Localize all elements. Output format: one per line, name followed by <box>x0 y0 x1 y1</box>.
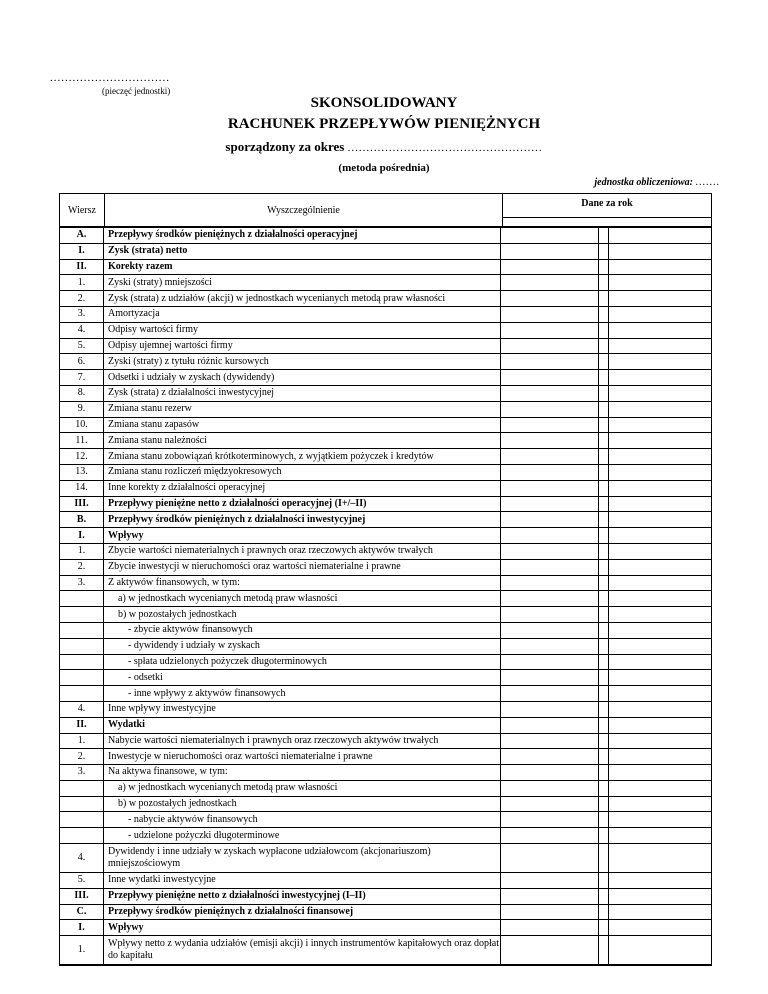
value-cell-2[interactable] <box>609 812 711 827</box>
value-cell[interactable] <box>501 433 599 448</box>
row-number: 5. <box>60 873 104 888</box>
cash-flow-table <box>59 193 712 966</box>
table-row <box>60 449 711 465</box>
value-cell[interactable] <box>501 607 599 622</box>
value-cell[interactable] <box>501 844 599 872</box>
row-description: Dywidendy i inne udziały w zyskach wypłacone udziałowcom (akcjonariuszom) mniejszościowym <box>104 844 501 872</box>
table-row <box>60 228 711 244</box>
value-cell-2[interactable] <box>609 655 711 670</box>
row-number <box>60 828 104 843</box>
value-cell-gap <box>599 749 609 764</box>
value-cell-2[interactable] <box>609 576 711 591</box>
value-cell-2[interactable] <box>609 765 711 780</box>
row-description: Zysk (strata) netto <box>104 244 501 259</box>
value-cell[interactable] <box>501 228 599 243</box>
table-row <box>60 781 711 797</box>
row-description: Korekty razem <box>104 260 501 275</box>
value-cell-gap <box>599 512 609 527</box>
value-cell[interactable] <box>501 449 599 464</box>
value-cell[interactable] <box>501 544 599 559</box>
value-cell-2[interactable] <box>609 323 711 338</box>
value-cell-gap <box>599 702 609 717</box>
value-cell-2[interactable] <box>609 402 711 417</box>
value-cell[interactable] <box>501 936 599 964</box>
row-description: - odsetki <box>104 670 501 685</box>
value-cell-gap <box>599 591 609 606</box>
row-number: 7. <box>60 370 104 385</box>
value-cell[interactable] <box>501 702 599 717</box>
table-row <box>60 591 711 607</box>
value-cell-2[interactable] <box>609 734 711 749</box>
value-cell[interactable] <box>501 512 599 527</box>
row-description: Zmiana stanu rozliczeń międzyokresowych <box>104 465 501 480</box>
value-cell[interactable] <box>501 655 599 670</box>
value-cell[interactable] <box>501 260 599 275</box>
row-description: - dywidendy i udziały w zyskach <box>104 639 501 654</box>
row-number <box>60 686 104 701</box>
row-number: 8. <box>60 386 104 401</box>
table-row <box>60 686 711 702</box>
value-cell-gap <box>599 718 609 733</box>
row-number <box>60 607 104 622</box>
stamp-label: (pieczęć jednostki) <box>102 86 171 96</box>
row-description: Zmiana stanu rezerw <box>104 402 501 417</box>
title-line-2: RACHUNEK PRZEPŁYWÓW PIENIĘŻNYCH <box>227 116 541 132</box>
value-cell-gap <box>599 873 609 888</box>
value-cell-gap <box>599 670 609 685</box>
row-description: Wpływy <box>104 920 501 935</box>
row-description: Inne wpływy inwestycyjne <box>104 702 501 717</box>
row-number: B. <box>60 512 104 527</box>
table-row <box>60 339 711 355</box>
value-cell-2[interactable] <box>609 386 711 401</box>
table-row <box>60 323 711 339</box>
table-row <box>60 718 711 734</box>
table-row <box>60 354 711 370</box>
table-row <box>60 936 711 965</box>
value-cell[interactable] <box>501 873 599 888</box>
row-number: C. <box>60 905 104 920</box>
table-row <box>60 307 711 323</box>
row-number: 1. <box>60 734 104 749</box>
table-row <box>60 828 711 844</box>
value-cell-gap <box>599 781 609 796</box>
title-line-1: SKONSOLIDOWANY <box>310 95 458 111</box>
row-number: 1. <box>60 275 104 290</box>
value-cell-2[interactable] <box>609 418 711 433</box>
period-label: sporządzony za okres <box>225 139 345 154</box>
table-row <box>60 260 711 276</box>
value-cell-gap <box>599 260 609 275</box>
value-cell-2[interactable] <box>609 528 711 543</box>
value-cell[interactable] <box>501 718 599 733</box>
value-cell-gap <box>599 339 609 354</box>
value-cell[interactable] <box>501 307 599 322</box>
row-number: 4. <box>60 844 104 872</box>
table-row <box>60 418 711 434</box>
table-row <box>60 873 711 889</box>
value-cell-2[interactable] <box>609 481 711 496</box>
row-description: Zyski (straty) z tytułu różnic kursowych <box>104 354 501 369</box>
row-description: Zbycie inwestycji w nieruchomości oraz wartości niematerialne i prawne <box>104 560 501 575</box>
value-cell-2[interactable] <box>609 354 711 369</box>
value-cell-2[interactable] <box>609 686 711 701</box>
row-description: Na aktywa finansowe, w tym: <box>104 765 501 780</box>
row-description: b) w pozostałych jednostkach <box>104 607 501 622</box>
table-row <box>60 544 711 560</box>
row-number <box>60 812 104 827</box>
value-cell-gap <box>599 433 609 448</box>
row-number <box>60 655 104 670</box>
table-row <box>60 370 711 386</box>
row-description: Odpisy ujemnej wartości firmy <box>104 339 501 354</box>
row-description: a) w jednostkach wycenianych metodą praw własności <box>104 591 501 606</box>
row-description: Zysk (strata) z udziałów (akcji) w jednostkach wycenianych metodą praw własności <box>104 291 501 306</box>
value-cell-2[interactable] <box>609 339 711 354</box>
value-cell[interactable] <box>501 686 599 701</box>
value-cell-gap <box>599 449 609 464</box>
row-number: 14. <box>60 481 104 496</box>
table-row <box>60 481 711 497</box>
value-cell[interactable] <box>501 920 599 935</box>
value-cell-gap <box>599 905 609 920</box>
value-cell-gap <box>599 323 609 338</box>
row-number <box>60 670 104 685</box>
value-cell[interactable] <box>501 354 599 369</box>
table-row <box>60 889 711 905</box>
value-cell-gap <box>599 481 609 496</box>
row-number: II. <box>60 718 104 733</box>
value-cell[interactable] <box>501 560 599 575</box>
value-cell-gap <box>599 812 609 827</box>
value-cell-gap <box>599 291 609 306</box>
unit-label: jednostka obliczeniowa: <box>594 177 693 188</box>
table-row <box>60 244 711 260</box>
value-cell-2[interactable] <box>609 465 711 480</box>
row-description: a) w jednostkach wycenianych metodą praw własności <box>104 781 501 796</box>
row-number: I. <box>60 528 104 543</box>
method-label: (metoda pośrednia) <box>338 162 430 174</box>
value-cell-2[interactable] <box>609 560 711 575</box>
row-description: Przepływy środków pieniężnych z działalności operacyjnej <box>104 228 501 243</box>
value-cell-gap <box>599 844 609 872</box>
value-cell[interactable] <box>501 765 599 780</box>
table-row <box>60 275 711 291</box>
value-cell-gap <box>599 418 609 433</box>
row-number: 2. <box>60 291 104 306</box>
table-row <box>60 905 711 921</box>
table-row <box>60 512 711 528</box>
value-cell-gap <box>599 386 609 401</box>
row-description: Przepływy środków pieniężnych z działalności inwestycyjnej <box>104 512 501 527</box>
row-number: 2. <box>60 749 104 764</box>
value-cell[interactable] <box>501 905 599 920</box>
row-description: Zmiana stanu zapasów <box>104 418 501 433</box>
value-cell[interactable] <box>501 889 599 904</box>
row-number: 4. <box>60 323 104 338</box>
value-cell-gap <box>599 497 609 512</box>
value-cell-gap <box>599 370 609 385</box>
table-row <box>60 623 711 639</box>
value-cell-2[interactable] <box>609 749 711 764</box>
table-row <box>60 433 711 449</box>
unit-line <box>594 177 720 188</box>
row-description: Nabycie wartości niematerialnych i prawnych oraz rzeczowych aktywów trwałych <box>104 734 501 749</box>
row-number: 12. <box>60 449 104 464</box>
row-description: - zbycie aktywów finansowych <box>104 623 501 638</box>
row-number: 4. <box>60 702 104 717</box>
value-cell-2[interactable] <box>609 449 711 464</box>
table-row <box>60 670 711 686</box>
row-number: 9. <box>60 402 104 417</box>
value-cell-2[interactable] <box>609 936 711 964</box>
table-row <box>60 639 711 655</box>
value-cell-2[interactable] <box>609 260 711 275</box>
row-number: 2. <box>60 560 104 575</box>
value-cell-gap <box>599 686 609 701</box>
value-cell-2[interactable] <box>609 512 711 527</box>
table-row <box>60 576 711 592</box>
value-cell-gap <box>599 639 609 654</box>
value-cell[interactable] <box>501 465 599 480</box>
value-cell-gap <box>599 797 609 812</box>
table-row <box>60 749 711 765</box>
header-description: Wyszczególnienie <box>105 194 503 226</box>
value-cell[interactable] <box>501 418 599 433</box>
value-cell[interactable] <box>501 291 599 306</box>
value-cell-2[interactable] <box>609 920 711 935</box>
value-cell-gap <box>599 402 609 417</box>
value-cell-2[interactable] <box>609 497 711 512</box>
value-cell-gap <box>599 655 609 670</box>
row-number: 1. <box>60 544 104 559</box>
value-cell-gap <box>599 920 609 935</box>
value-cell-2[interactable] <box>609 307 711 322</box>
period-line <box>0 139 768 155</box>
table-row <box>60 497 711 513</box>
row-number <box>60 623 104 638</box>
table-row <box>60 765 711 781</box>
row-number: 3. <box>60 307 104 322</box>
value-cell-gap <box>599 307 609 322</box>
row-description: - nabycie aktywów finansowych <box>104 812 501 827</box>
value-cell-2[interactable] <box>609 797 711 812</box>
value-cell-gap <box>599 889 609 904</box>
period-dots: .................................................... <box>347 142 543 154</box>
value-cell-2[interactable] <box>609 873 711 888</box>
value-cell[interactable] <box>501 781 599 796</box>
row-description: - udzielone pożyczki długoterminowe <box>104 828 501 843</box>
value-cell[interactable] <box>501 828 599 843</box>
value-cell-2[interactable] <box>609 291 711 306</box>
table-row <box>60 291 711 307</box>
table-row <box>60 465 711 481</box>
header-value-label: Dane za rok <box>581 198 633 209</box>
value-cell-2[interactable] <box>609 623 711 638</box>
row-description: Amortyzacja <box>104 307 501 322</box>
value-cell[interactable] <box>501 734 599 749</box>
value-cell-2[interactable] <box>609 844 711 872</box>
value-cell-gap <box>599 623 609 638</box>
value-cell-gap <box>599 607 609 622</box>
value-cell-2[interactable] <box>609 718 711 733</box>
table-row <box>60 702 711 718</box>
table-row <box>60 920 711 936</box>
value-cell[interactable] <box>501 749 599 764</box>
row-description: Zysk (strata) z działalności inwestycyjnej <box>104 386 501 401</box>
value-cell-gap <box>599 576 609 591</box>
value-cell-2[interactable] <box>609 639 711 654</box>
value-cell-2[interactable] <box>609 544 711 559</box>
header-row-number: Wiersz <box>60 194 105 226</box>
row-number: III. <box>60 497 104 512</box>
value-cell-gap <box>599 734 609 749</box>
value-cell[interactable] <box>501 639 599 654</box>
value-cell[interactable] <box>501 812 599 827</box>
value-cell[interactable] <box>501 339 599 354</box>
value-cell[interactable] <box>501 528 599 543</box>
table-row <box>60 386 711 402</box>
value-cell[interactable] <box>501 386 599 401</box>
row-description: Inne korekty z działalności operacyjnej <box>104 481 501 496</box>
row-description: Wpływy netto z wydania udziałów (emisji akcji) i innych instrumentów kapitałowych oraz dopłat do kapitału <box>104 936 501 964</box>
value-cell[interactable] <box>501 275 599 290</box>
table-body <box>60 228 711 965</box>
value-cell-gap <box>599 228 609 243</box>
row-number: 11. <box>60 433 104 448</box>
row-description: - inne wpływy z aktywów finansowych <box>104 686 501 701</box>
value-cell-2[interactable] <box>609 228 711 243</box>
table-row <box>60 402 711 418</box>
row-description: Wydatki <box>104 718 501 733</box>
row-number: A. <box>60 228 104 243</box>
row-description: Zbycie wartości niematerialnych i prawnych oraz rzeczowych aktywów trwałych <box>104 544 501 559</box>
value-cell-2[interactable] <box>609 244 711 259</box>
table-row <box>60 528 711 544</box>
row-number: 10. <box>60 418 104 433</box>
value-cell-2[interactable] <box>609 905 711 920</box>
value-cell-2[interactable] <box>609 370 711 385</box>
value-cell-gap <box>599 275 609 290</box>
row-number: I. <box>60 244 104 259</box>
value-cell[interactable] <box>501 591 599 606</box>
unit-dots: ....... <box>695 177 720 188</box>
row-number: 1. <box>60 936 104 964</box>
row-number <box>60 639 104 654</box>
row-description: Zmiana stanu należności <box>104 433 501 448</box>
row-number: II. <box>60 260 104 275</box>
row-description: Wpływy <box>104 528 501 543</box>
value-cell-gap <box>599 560 609 575</box>
table-row <box>60 655 711 671</box>
table-row <box>60 812 711 828</box>
row-number: 3. <box>60 765 104 780</box>
value-cell-2[interactable] <box>609 433 711 448</box>
row-description: b) w pozostałych jednostkach <box>104 797 501 812</box>
stamp-dotted-line: ................................ <box>50 72 170 84</box>
row-description: Zmiana stanu zobowiązań krótkoterminowych, z wyjątkiem pożyczek i kredytów <box>104 449 501 464</box>
table-row <box>60 734 711 750</box>
value-cell[interactable] <box>501 481 599 496</box>
value-cell-2[interactable] <box>609 591 711 606</box>
value-cell-2[interactable] <box>609 607 711 622</box>
row-description: Przepływy pieniężne netto z działalności inwestycyjnej (I–II) <box>104 889 501 904</box>
value-cell-gap <box>599 244 609 259</box>
row-number: 13. <box>60 465 104 480</box>
value-cell-gap <box>599 936 609 964</box>
row-number: III. <box>60 889 104 904</box>
row-number: 6. <box>60 354 104 369</box>
row-description: Przepływy środków pieniężnych z działalności finansowej <box>104 905 501 920</box>
table-header <box>60 194 711 228</box>
row-number <box>60 797 104 812</box>
table-row <box>60 797 711 813</box>
value-cell[interactable] <box>501 576 599 591</box>
row-description: - spłata udzielonych pożyczek długoterminowych <box>104 655 501 670</box>
row-description: Odpisy wartości firmy <box>104 323 501 338</box>
row-number <box>60 781 104 796</box>
value-cell-gap <box>599 828 609 843</box>
value-cell-2[interactable] <box>609 670 711 685</box>
value-cell-2[interactable] <box>609 889 711 904</box>
value-cell[interactable] <box>501 623 599 638</box>
value-cell[interactable] <box>501 244 599 259</box>
value-cell[interactable] <box>501 497 599 512</box>
row-description: Odsetki i udziały w zyskach (dywidendy) <box>104 370 501 385</box>
row-description: Z aktywów finansowych, w tym: <box>104 576 501 591</box>
row-number: 5. <box>60 339 104 354</box>
value-cell-2[interactable] <box>609 275 711 290</box>
row-description: Przepływy pieniężne netto z działalności operacyjnej (I+/–II) <box>104 497 501 512</box>
value-cell[interactable] <box>501 402 599 417</box>
row-number: 3. <box>60 576 104 591</box>
row-number: I. <box>60 920 104 935</box>
value-cell[interactable] <box>501 797 599 812</box>
value-cell-gap <box>599 465 609 480</box>
table-row <box>60 560 711 576</box>
value-cell-2[interactable] <box>609 702 711 717</box>
table-row <box>60 844 711 873</box>
value-cell-2[interactable] <box>609 781 711 796</box>
row-description: Zyski (straty) mniejszości <box>104 275 501 290</box>
header-value <box>503 194 711 226</box>
value-cell-2[interactable] <box>609 828 711 843</box>
table-row <box>60 607 711 623</box>
row-description: Inne wydatki inwestycyjne <box>104 873 501 888</box>
value-cell-gap <box>599 528 609 543</box>
value-cell-gap <box>599 765 609 780</box>
value-cell[interactable] <box>501 323 599 338</box>
value-cell-gap <box>599 544 609 559</box>
value-cell[interactable] <box>501 370 599 385</box>
row-number <box>60 591 104 606</box>
row-description: Inwestycje w nieruchomości oraz wartości niematerialne i prawne <box>104 749 501 764</box>
value-cell-gap <box>599 354 609 369</box>
value-cell[interactable] <box>501 670 599 685</box>
